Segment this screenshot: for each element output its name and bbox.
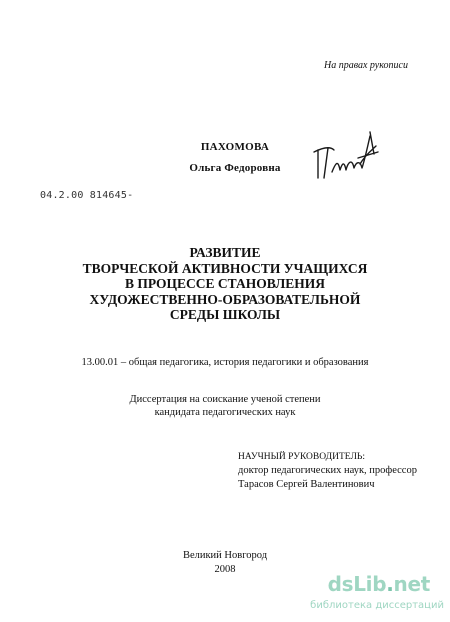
library-stamp-code: 04.2.00 814645- [40,190,134,201]
manuscript-rights-note: На правах рукописи [324,60,408,71]
title-line: В ПРОЦЕССЕ СТАНОВЛЕНИЯ [124,276,326,291]
advisor-name: Тарасов Сергей Валентинович [238,479,375,490]
city: Великий Новгород [182,550,268,561]
dslib-subtitle: библиотека диссертаций [310,600,444,611]
author-first-names: Ольга Федоровна [189,162,281,174]
advisor-credentials: доктор педагогических наук, профессор [238,465,417,476]
scientific-advisor [238,450,417,478]
dslib-watermark [310,572,448,620]
dslib-logo: dsLib.net [327,572,430,596]
advisor-label: НАУЧНЫЙ РУКОВОДИТЕЛЬ: [238,452,365,462]
specialty-code: 13.00.01 – общая педагогика, история педагогики и образования [81,357,369,368]
degree-statement [0,393,450,419]
title-line: РАЗВИТИЕ [189,245,261,260]
title-line: ТВОРЧЕСКОЙ АКТИВНОСТИ УЧАЩИХСЯ [82,260,368,276]
author-last-name: ПАХОМОВА [200,141,270,153]
degree-line: Диссертация на соискание ученой степени [129,394,321,405]
title-line: ХУДОЖЕСТВЕННО-ОБРАЗОВАТЕЛЬНОЙ [89,291,361,307]
dissertation-title [0,245,450,323]
handwritten-signature [312,124,380,182]
degree-line: кандидата педагогических наук [154,407,296,418]
title-line: СРЕДЫ ШКОЛЫ [169,307,281,322]
year: 2008 [214,563,236,575]
